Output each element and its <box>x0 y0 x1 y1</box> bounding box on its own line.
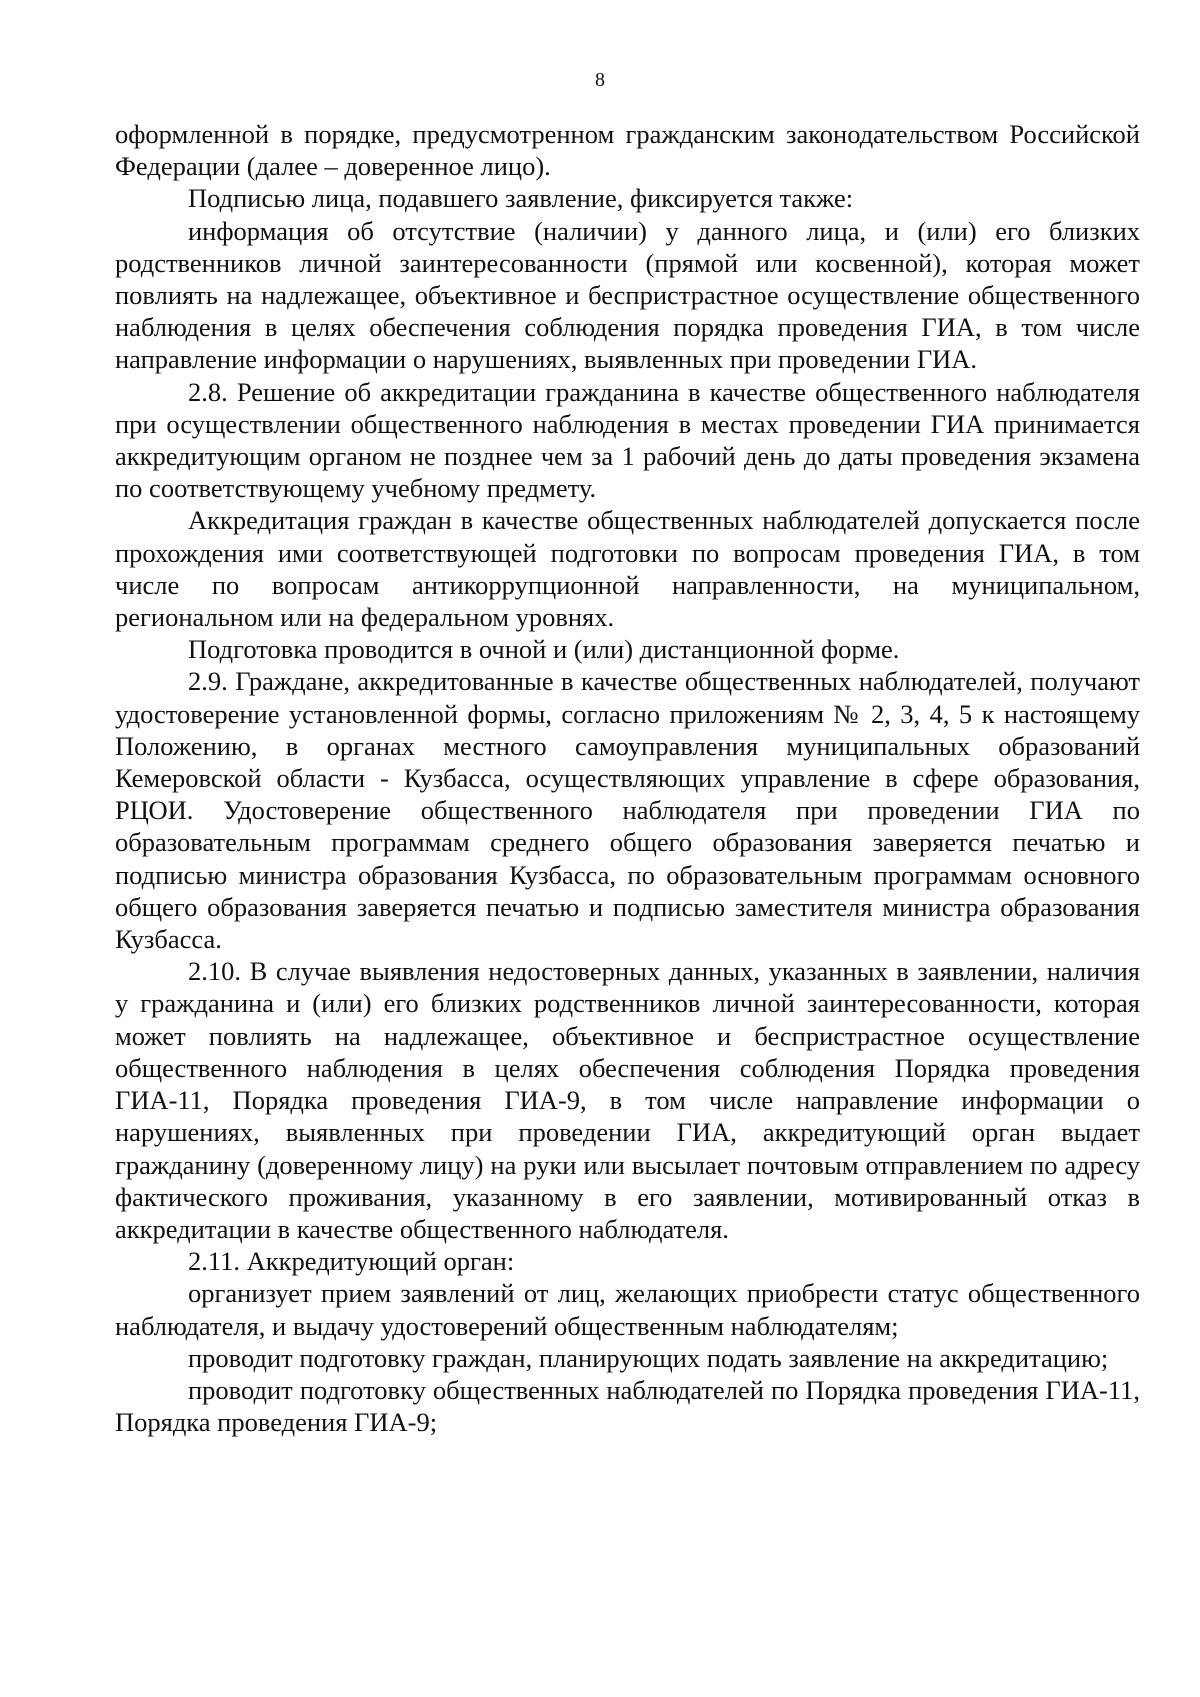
document-body <box>115 118 1140 1438</box>
paragraph-accreditation: Аккредитация граждан в качестве общественных наблюдателей допускается после прохождения ими соответствующей подготовки по вопросам проведения ГИА, в том числе по вопросам антикоррупционной направленности, на муниципальном, региональном или на федеральном уровнях. <box>115 505 1140 633</box>
paragraph-2-8: 2.8. Решение об аккредитации гражданина в качестве общественного наблюдателя при осуществлении общественного наблюдения в местах проведении ГИА принимается аккредитующим органом не позднее чем за 1 рабочий день до даты проведения экзамена по соответствующему учебному предмету. <box>115 376 1140 504</box>
paragraph-organizes: организует прием заявлений от лиц, желающих приобрести статус общественного наблюдателя, и выдачу удостоверений общественным наблюдателям; <box>115 1278 1140 1341</box>
page-number: 8 <box>595 69 605 91</box>
paragraph-trains-citizens: проводит подготовку граждан, планирующих подать заявление на аккредитацию; <box>188 1342 1109 1373</box>
paragraph-2-9: 2.9. Граждане, аккредитованные в качестве общественных наблюдателей, получают удостоверение установленной формы, согласно приложениям № 2, 3, 4, 5 к настоящему Положению, в органах местного самоуправления муниципальных образований Кемеровской области - Кузбасса, осуществляющих управление в сфере образования, РЦОИ. Удостоверение общественного наблюдателя при проведении ГИА по образовательным программам среднего общего образования заверяется печатью и подписью министра образования Кузбасса, по образовательным программам основного общего образования заверяется печатью и подписью заместителя министра образования Кузбасса. <box>115 666 1140 955</box>
paragraph-2-10: 2.10. В случае выявления недостоверных данных, указанных в заявлении, наличия у гражданина и (или) его близких родственников личной заинтересованности, которая может повлиять на надлежащее, объективное и беспристрастное осуществление общественного наблюдения в целях обеспечения соблюдения Порядка проведения ГИА-11, Порядка проведения ГИА-9, в том числе направление информации о нарушениях, выявленных при проведении ГИА, аккредитующий орган выдает гражданину (доверенному лицу) на руки или высылает почтовым отправлением по адресу фактического проживания, указанному в его заявлении, мотивированный отказ в аккредитации в качестве общественного наблюдателя. <box>115 956 1140 1244</box>
paragraph-training-form: Подготовка проводится в очной и (или) дистанционной форме. <box>188 634 900 665</box>
paragraph-interest-info: информация об отсутствие (наличии) у данного лица, и (или) его близких родственников личной заинтересованности (прямой или косвенной), которая может повлиять на надлежащее, объективное и беспристрастное осуществление общественного наблюдения в целях обеспечения соблюдения порядка проведения ГИА, в том числе направление информации о нарушениях, выявленных при проведении ГИА. <box>115 215 1140 375</box>
paragraph-2-11: 2.11. Аккредитующий орган: <box>188 1246 515 1277</box>
paragraph-trains-observers: проводит подготовку общественных наблюдателей по Порядка проведения ГИА-11, Порядка проведения ГИА-9; <box>115 1374 1140 1438</box>
paragraph-continuation: оформленной в порядке, предусмотренном гражданским законодательством Российской Федерации (далее – доверенное лицо). <box>115 119 1140 182</box>
paragraph-signature-intro: Подписью лица, подавшего заявление, фиксируется также: <box>188 183 854 214</box>
